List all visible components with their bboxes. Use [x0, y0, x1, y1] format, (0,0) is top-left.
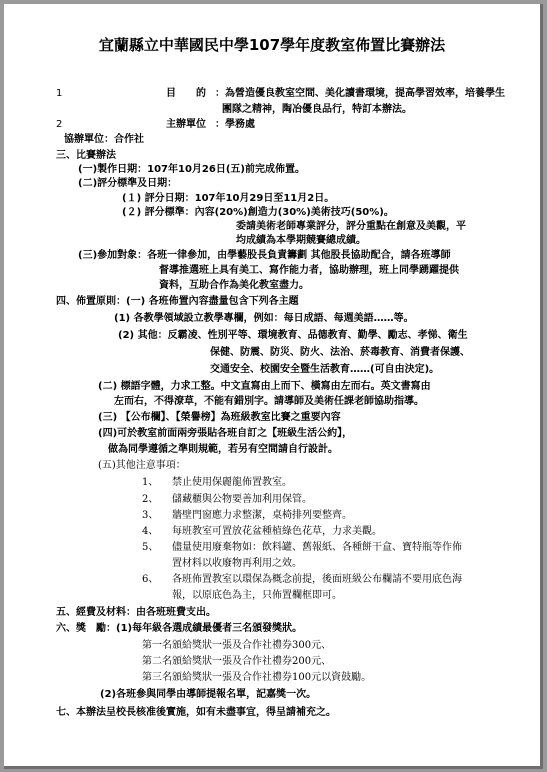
- section-1-text: ：為營造優良教室空間、美化讀書環境，提高學習效率，培養學生: [215, 88, 505, 99]
- s4-n3: 3、: [142, 510, 159, 521]
- co-organizer: 協辦單位：合作社: [64, 134, 144, 145]
- document-page: [4, 4, 543, 769]
- s6-item-2: (2)各班參與同學由導師提報名單，記嘉獎一次。: [100, 689, 317, 700]
- s4-ii1: (二) 標語字體，力求工整。中文直寫由上而下、橫寫由左而右。英文書寫由: [98, 381, 431, 392]
- s4-n6: 6、: [142, 574, 159, 585]
- s3-item-b1: (１) 評分日期：107年10月29日至11月2日。: [122, 193, 335, 204]
- s4-iv2: 做為同學遵循之準則規範，若另有空間請自行設計。: [108, 444, 338, 455]
- s4-t6a: 各班佈置教室以環保為概念前提，後面班級公布欄請不要用底色海: [172, 574, 462, 585]
- s3-item-b3: 委請美術老師專業評分，評分重點在創意及美觀，平: [236, 221, 466, 232]
- s4-t5b: 置材料以收廢物再利用之效。: [172, 558, 302, 569]
- s4-i1: (1) 各教學領域設立教學專欄，例如：每日成語、每週美語……等。: [114, 313, 414, 324]
- s4-n5: 5、: [142, 542, 159, 553]
- section-2-label: 主辦單位: [166, 119, 206, 130]
- s3-item-c3: 資料，互助合作為美化教室盡力。: [159, 280, 309, 291]
- section-3-heading: 三、比賽辦法: [56, 150, 116, 161]
- s4-iv1: (四)可於教室前面兩旁張貼各班自訂之【班級生活公約】，: [98, 428, 353, 439]
- section-4-heading: 四、佈置原則：(一) 各班佈置內容盡量包含下列各主題: [56, 296, 299, 307]
- section-7: 七、本辦法呈校長核准後實施，如有未盡事宜，得呈請補充之。: [56, 707, 336, 718]
- s4-t5a: 儘量使用廢棄物如：飲料罐、舊報紙、各種餅干盒、寶特瓶等作佈: [172, 542, 462, 553]
- s3-item-c2: 督導推選班上具有美工、寫作能力者，協助辦理，班上同學踴躍提供: [159, 265, 459, 276]
- section-5: 五、經費及材料：由各班班費支出。: [56, 607, 216, 618]
- s3-item-b4: 均成績為本學期競賽總成績。: [236, 235, 366, 246]
- s4-i2c: 交通安全、校園安全暨生活教育……(可自由決定)。: [210, 364, 440, 375]
- s6-prize-3: 第三名頒給獎狀一張及合作社禮券100元以資鼓勵。: [142, 672, 372, 683]
- s4-t1: 禁止使用保麗龍佈置教室。: [172, 477, 292, 488]
- s4-iii: (三) 【公布欄】、【榮譽榜】為班級教室比賽之重要內容: [98, 412, 341, 423]
- section-1-text-cont: 團隊之精神，陶冶優良品行，特訂本辦法。: [222, 104, 412, 115]
- s3-item-a: (一)製作日期：107年10月26日(五)前完成佈置。: [78, 164, 305, 175]
- s4-t4: 每班教室可置放花盆種植綠色花草，力求美觀。: [172, 526, 382, 537]
- section-1-number: 1: [56, 88, 63, 99]
- s4-t3: 牆壁門窗應力求整潔，桌椅排列要整齊。: [172, 510, 352, 521]
- s4-t2: 儲藏櫃與公物要善加利用保管。: [172, 494, 312, 505]
- s4-v: (五)其他注意事項：: [98, 460, 186, 471]
- s4-n2: 2、: [142, 494, 159, 505]
- section-1-label: 目 的: [166, 88, 206, 99]
- s4-n4: 4、: [142, 526, 159, 537]
- section-2-text: ：學務處: [215, 119, 255, 130]
- s6-prize-2: 第二名頒給獎狀一張及合作社禮券200元、: [142, 656, 332, 667]
- s6-prize-1: 第一名頒給獎狀一張及合作社禮券300元、: [142, 640, 332, 651]
- s3-item-c1: (三)參加對象：各班一律參加，由學藝股長負責籌劃 其他股長協助配合，請各班導師: [78, 250, 451, 261]
- s3-item-b2: (２) 評分標準：內容(20%)創造力(30%)美術技巧(50%)。: [122, 207, 394, 218]
- s3-item-b: (二)評分標準及日期：: [78, 178, 178, 189]
- s4-i2a: (2) 其他：反霸凌、性別平等、環境教育、品德教育、勤學、勵志、孝悌、衛生: [118, 330, 468, 341]
- s4-i2b: 保健、防震、防災、防火、法治、菸毒教育、消費者保護、: [210, 347, 470, 358]
- s4-t6b: 報，以原底色為主，只佈置欄框即可。: [172, 590, 342, 601]
- s4-n1: 1、: [142, 477, 159, 488]
- document-title: 宜蘭縣立中華國民中學107學年度教室佈置比賽辦法: [98, 36, 446, 54]
- s4-ii2: 左而右，不得潦草，不能有錯別字。請導師及美術任課老師協助指導。: [114, 396, 424, 407]
- section-2-number: 2: [56, 119, 63, 130]
- section-6-heading: 六、獎 勵：(1)每年級各選成績最優者三名頒發獎狀。: [56, 623, 303, 634]
